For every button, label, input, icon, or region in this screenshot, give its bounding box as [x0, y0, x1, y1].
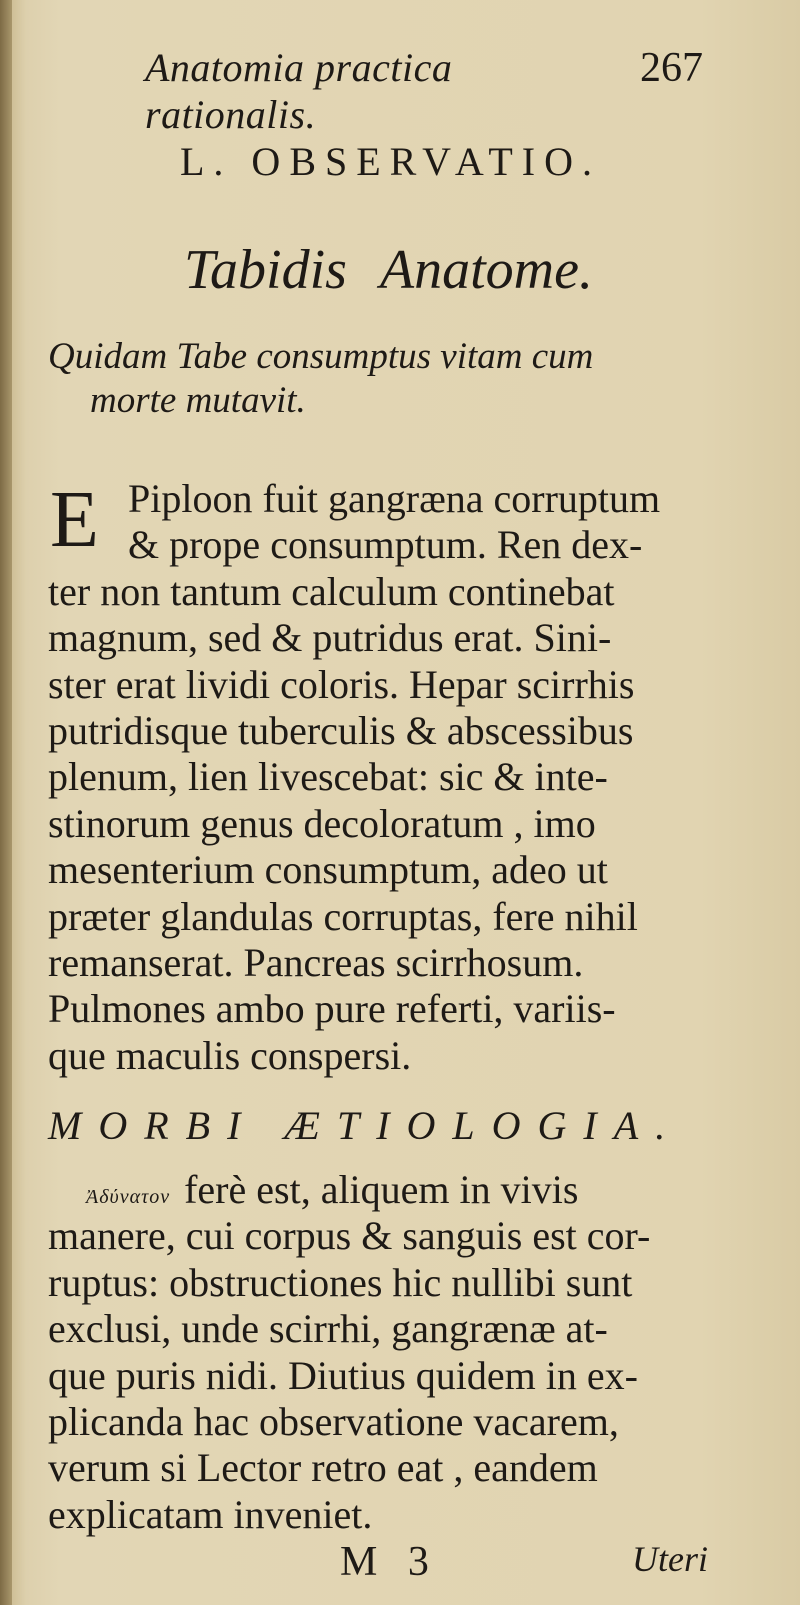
signature-mark: M 3 [340, 1539, 439, 1585]
body-line: Piploon fuit gangræna corruptum [128, 476, 661, 521]
etiologia-body [48, 1167, 748, 1538]
body-line: remanserat. Pancreas scirrhosum. [48, 939, 584, 985]
etiologia-line: exclusi, unde scirrhi, gangrænæ at- [48, 1306, 608, 1352]
body-line: putridisque tuberculis & abscessibus [48, 707, 634, 753]
running-title: Anatomia practica rationalis. [145, 45, 453, 137]
case-summary [48, 335, 768, 423]
etiologia-line-text: ferè est, aliquem in vivis [184, 1167, 579, 1212]
body-line: ster erat lividi coloris. Hepar scirrhis [48, 661, 635, 707]
catchword: Uteri [632, 1539, 708, 1579]
summary-line: Quidam Tabe consumptus vitam cum [48, 336, 594, 377]
body-line: & prope consumptum. Ren dex- [128, 522, 643, 568]
etiologia-line: explicatam inveniet. [48, 1491, 373, 1537]
etiologia-line: ruptus: obstructiones hic nullibi sunt [48, 1259, 633, 1305]
body-line: plenum, lien livescebat: sic & inte- [48, 754, 608, 800]
etiologia-line: verum si Lector retro eat , eandem [48, 1445, 598, 1491]
etiologia-line: que puris nidi. Diutius quidem in ex- [48, 1352, 638, 1398]
body-line: ter non tantum calculum continebat [48, 568, 615, 614]
observation-body [48, 476, 748, 1079]
body-line: Pulmones ambo pure referti, variis- [48, 986, 616, 1032]
observation-heading: L. OBSERVATIO. [180, 139, 601, 184]
etiologia-first-line [48, 1167, 748, 1213]
body-line: mesenterium consumptum, adeo ut [48, 847, 608, 893]
body-line: stinorum genus decoloratum , imo [48, 800, 596, 846]
drop-cap: E [50, 476, 99, 564]
section-title: Tabidis Anatome. [184, 239, 593, 301]
page-number: 267 [640, 45, 703, 91]
summary-line: morte mutavit. [90, 380, 306, 421]
body-line: præter glandulas corruptas, fere nihil [48, 893, 638, 939]
body-line: que maculis conspersi. [48, 1032, 412, 1078]
etiologia-heading: MORBI ÆTIOLOGIA. [48, 1103, 683, 1148]
greek-word: Ἀδύνατον [86, 1186, 171, 1208]
etiologia-line: manere, cui corpus & sanguis est cor- [48, 1213, 651, 1259]
body-line: magnum, sed & putridus erat. Sini- [48, 615, 612, 661]
etiologia-line: plicanda hac observatione vacarem, [48, 1398, 619, 1444]
